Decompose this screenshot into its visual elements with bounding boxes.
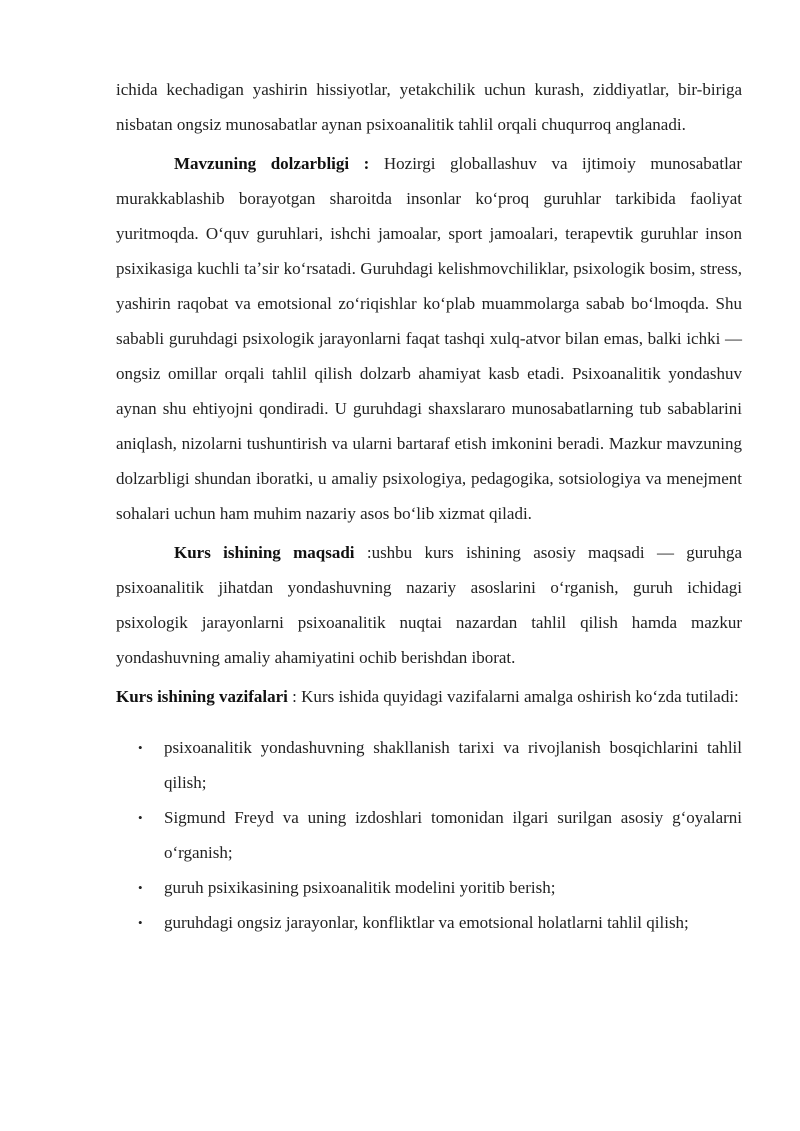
document-page [116,72,742,940]
tasks-text: : Kurs ishida quyidagi vazifalarni amalga oshirish koʻzda tutiladi: [287,687,739,706]
bullet-icon: • [138,915,143,930]
tasks-list [116,730,742,940]
list-item-text: Sigmund Freyd va uning izdoshlari tomonidan ilgari surilgan asosiy gʻoyalarni oʻrganish; [164,808,742,862]
relevance-paragraph [116,146,742,531]
list-item-text: guruh psixikasining psixoanalitik modelini yoritib berish; [164,878,556,897]
list-item [116,730,742,800]
list-item [116,905,742,940]
goal-paragraph [116,535,742,675]
bullet-icon: • [138,880,143,895]
list-item-text: psixoanalitik yondashuvning shakllanish tarixi va rivojlanish bosqichlarini tahlil qilish; [164,738,742,792]
goal-heading: Kurs ishining maqsadi [174,543,355,562]
relevance-text: Hozirgi globallashuv va ijtimoiy munosabatlar murakkablashib borayotgan sharoitda insonlar koʻproq guruhlar tarkibida faoliyat yuritmoqda. Oʻquv guruhlari, ishchi jamoalar, sport jamoalari, terapevtik guruhlar inson psixikasiga kuchli taʼsir koʻrsatadi. Guruhdagi kelishmovchiliklar, psixologik bosim, stress, yashirin raqobat va emotsional zoʻriqishlar koʻplab muammolarga sabab boʻlmoqda. Shu sababli guruhdagi psixologik jarayonlarni faqat tashqi xulq-atvor bilan emas, balki ichki — ongsiz omillar orqali tahlil qilish dolzarb ahamiyat kasb etadi. Psixoanalitik yondashuv aynan shu ehtiyojni qondiradi. U guruhdagi shaxslararo munosabatlarning tub sabablarini aniqlash, nizolarni tushuntirish va ularni bartaraf etish imkonini beradi. Mazkur mavzuning dolzarbligi shundan iboratki, u amaliy psixologiya, pedagogika, sotsiologiya va menejment sohalari uchun ham muhim nazariy asos boʻlib xizmat qiladi. [116,154,743,523]
intro-paragraph: ichida kechadigan yashirin hissiyotlar, yetakchilik uchun kurash, ziddiyatlar, bir-biriga nisbatan ongsiz munosabatlar aynan psixoanalitik tahlil orqali chuqurroq anglanadi. [116,80,742,134]
goal-text: :ushbu kurs ishining asosiy maqsadi — guruhga psixoanalitik jihatdan yondashuvning nazariy asoslarini oʻrganish, guruh ichidagi psixologik jarayonlarni psixoanalitik nuqtai nazardan tahlil qilish hamda mazkur yondashuvning amaliy ahamiyatini ochib berishdan iborat. [116,543,742,667]
relevance-heading: Mavzuning dolzarbligi : [174,154,370,173]
list-item-text: guruhdagi ongsiz jarayonlar, konfliktlar va emotsional holatlarni tahlil qilish; [164,913,689,932]
list-item [116,800,742,870]
list-item [116,870,742,905]
bullet-icon: • [138,810,143,825]
tasks-heading: Kurs ishining vazifalari [116,687,288,706]
bullet-icon: • [138,740,143,755]
tasks-paragraph [116,679,742,714]
